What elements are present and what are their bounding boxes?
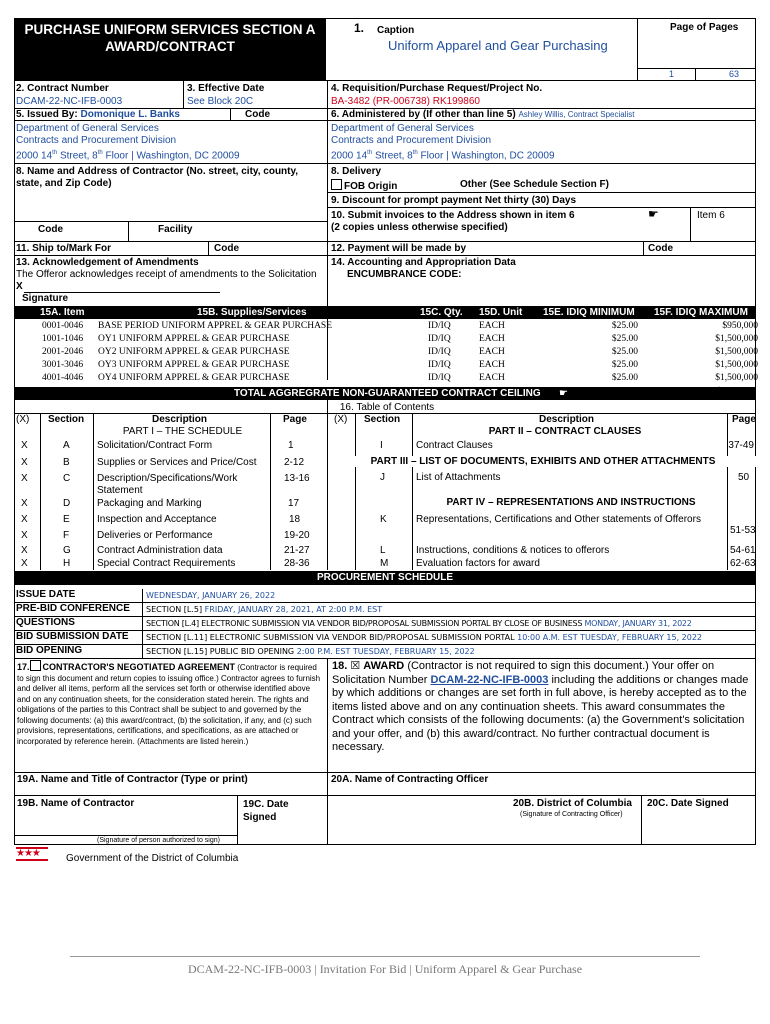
- footer-text: DCAM-22-NC-IFB-0003 | Invitation For Bid | Uniform Apparel & Gear Purchase: [187, 962, 583, 976]
- schedule-label: PRE-BID CONFERENCE: [16, 603, 130, 614]
- toc-sec-j: J: [380, 472, 385, 483]
- schedule-label: QUESTIONS: [16, 617, 75, 628]
- requisition-number: BA-3482 (PR-006738) RK199860: [331, 96, 480, 107]
- award-checkbox-checked[interactable]: ☒: [350, 660, 361, 672]
- total-ceiling-label: TOTAL AGGREGRATE NON-GUARANTEED CONTRACT CEILING: [234, 388, 541, 399]
- toc-sec-m: M: [380, 558, 389, 569]
- admin-dept: Department of General Services: [331, 123, 474, 134]
- issuer-address: [16, 123, 240, 162]
- fob-origin-checkbox[interactable]: [331, 179, 342, 190]
- procurement-schedule-title: [14, 571, 756, 585]
- toc-left-page-header: Page: [283, 414, 307, 425]
- item-row: 1001-1046 OY1 UNIFORM APPREL & GEAR PURCHASE ID/IQ EACH $25.00 $1,500,000: [42, 334, 758, 344]
- item-row: 2001-2046 OY2 UNIFORM APPREL & GEAR PURCHASE ID/IQ EACH $25.00 $1,500,000: [42, 347, 758, 357]
- issuer-dept: Department of General Services: [16, 123, 159, 134]
- item-row: 0001-0046 BASE PERIOD UNIFORM APPREL & GEAR PURCHASE ID/IQ EACH $25.00 $950,000: [42, 321, 758, 331]
- contractor-date-signed-label: 19C. Date Signed: [243, 799, 289, 823]
- procurement-schedule-text: PROCUREMENT SCHEDULE: [316, 572, 454, 583]
- caption-value: Uniform Apparel and Gear Purchasing: [388, 38, 608, 53]
- admin-street: 2000 14th Street, 8th Floor | Washington, DC 20009: [331, 150, 555, 162]
- delivery-other: Other (See Schedule Section F): [460, 179, 609, 190]
- col-max: 15F. IDIQ MAXIMUM: [654, 307, 748, 318]
- dc-flag-stars: ★★★: [16, 848, 40, 859]
- toc-right-desc-header: Description: [539, 414, 595, 425]
- accounting-label: 14. Accounting and Appropriation Data: [331, 257, 516, 268]
- payment-code-label: Code: [648, 243, 673, 254]
- schedule-entry: SECTION [L.15] PUBLIC BID OPENING 2:00 P.M. EST TUESDAY, FEBRUARY 15, 2022: [146, 647, 475, 656]
- contracting-officer-signature-caption: (Signature of Contracting Officer): [520, 811, 623, 818]
- amendments-text: The Offeror acknowledges receipt of amendments to the Solicitation: [16, 269, 317, 280]
- award-solicitation-number: DCAM-22-NC-IFB-0003: [430, 673, 549, 686]
- toc-desc-k: Representations, Certifications and Other statements of Offerors: [416, 514, 701, 525]
- toc-right-section-header: Section: [364, 414, 401, 425]
- contractor-code-label: Code: [38, 224, 63, 235]
- schedule-date: WEDNESDAY, JANUARY 26, 2022: [146, 591, 276, 600]
- dc-flag-icon: [16, 847, 48, 861]
- discount-terms: 9. Discount for prompt payment Net thirty (30) Days: [331, 195, 577, 206]
- negotiated-agreement-checkbox[interactable]: [30, 660, 41, 671]
- item-row: 4001-4046 OY4 UNIFORM APPREL & GEAR PURCHASE ID/IQ EACH $25.00 $1,500,000: [42, 373, 758, 383]
- toc-left-section-header: Section: [48, 414, 85, 425]
- total-hand-icon: ☛: [559, 388, 568, 399]
- administered-by-label: 6. Administered by (If other than line 5): [331, 109, 516, 120]
- toc-sec-i: I: [380, 440, 383, 451]
- item-row: 3001-3046 OY3 UNIFORM APPREL & GEAR PURCHASE ID/IQ EACH $25.00 $1,500,000: [42, 360, 758, 370]
- requisition-label: 4. Requisition/Purchase Request/Project No.: [331, 83, 543, 94]
- col-supplies: 15B. Supplies/Services: [197, 307, 307, 318]
- schedule-label: BID SUBMISSION DATE: [16, 631, 129, 642]
- page-total: 63: [729, 69, 740, 79]
- schedule-entry: SECTION [L.4] ELECTRONIC SUBMISSION VIA VENDOR BID/PROPOSAL SUBMISSION PORTAL BY CLOSE OF BUSINESS MONDAY, JANUARY 31, 2022: [146, 619, 692, 628]
- amendments-signature-label: Signature: [22, 293, 69, 304]
- toc-right-x-header: (X): [334, 414, 348, 425]
- invoice-item-ref: Item 6: [697, 210, 725, 221]
- admin-division: Contracts and Procurement Division: [331, 135, 492, 146]
- delivery-label: 8. Delivery: [331, 166, 382, 177]
- toc-title: 16. Table of Contents: [339, 402, 435, 413]
- award-text-a: (Contractor is not required to sign this document.) Your offer on Solicitation Number: [332, 660, 715, 686]
- toc-desc-i: Contract Clauses: [416, 440, 493, 451]
- issued-by: [16, 109, 180, 120]
- contractor-address-label: 8. Name and Address of Contractor (No. street, city, county, state, and Zip Code): [16, 166, 299, 189]
- toc-desc-l: Instructions, conditions & notices to offerors: [416, 545, 610, 556]
- toc-sec-k: K: [380, 514, 387, 525]
- toc-part2: PART II – CONTRACT CLAUSES: [488, 426, 642, 437]
- award-block: [332, 660, 752, 755]
- items-header: [14, 306, 756, 319]
- effective-date-label: 3. Effective Date: [187, 83, 265, 94]
- amendments-label: 13. Acknowledgement of Amendments: [16, 257, 199, 268]
- items-body: [14, 320, 756, 386]
- form-title: [14, 18, 326, 80]
- issuer-division: Contracts and Procurement Division: [16, 135, 177, 146]
- award-number: 18.: [332, 660, 348, 672]
- district-label: 20B. District of Columbia: [513, 798, 632, 809]
- ship-to-label: 11. Ship to/Mark For: [16, 243, 112, 254]
- toc-page-j: 50: [738, 472, 750, 483]
- toc-part1: PART I – THE SCHEDULE: [122, 426, 243, 437]
- form-title-text: PURCHASE UNIFORM SERVICES SECTION A AWARD/CONTRACT: [24, 22, 316, 54]
- contracting-officer-label: 20A. Name of Contracting Officer: [331, 774, 489, 785]
- schedule-entry: SECTION [L.11] ELECTRONIC SUBMISSION VIA VENDOR BID/PROPOSAL SUBMISSION PORTAL 10:00 A.M. EST TUESDAY, FEBRUARY 15, 2022: [146, 633, 703, 642]
- toc-page-k: 51-53: [730, 525, 756, 536]
- toc-part4: PART IV – REPRESENTATIONS AND INSTRUCTIONS: [446, 497, 696, 508]
- contractor-name-title-label: 19A. Name and Title of Contractor (Type or print): [17, 774, 248, 785]
- total-ceiling-value: $950,000: [716, 386, 754, 397]
- government-name: Government of the District of Columbia: [66, 853, 239, 864]
- toc-page-i: 37-49: [728, 440, 754, 451]
- col-qty: 15C. Qty.: [420, 307, 463, 318]
- amendments-x: X: [16, 281, 23, 292]
- encumbrance-code: ENCUMBRANCE CODE:: [347, 269, 462, 280]
- page-number: 1: [669, 69, 675, 79]
- negotiated-agreement-number: 17.: [17, 662, 30, 672]
- page-count-row: [637, 68, 756, 80]
- toc-left-rows: X A Solicitation/Contract Form 1 X B Supplies or Services and Price/Cost 2-12 X C Description/Specifications/Work Statement 13-16 X D Packaging and Marking 17 X E Inspection and Acceptance 18 X F Deliveries or Performance 19-20 X G Contract Administration data 21-27 X H Special Contract Requirements 28-36: [21, 440, 310, 569]
- negotiated-agreement-text: (Contractor is required to sign this document and return copies to issuing office.) Contractor agrees to furnish and deliver all items, perform all the services set forth or otherwise identified above and on any continuation sheets, for the consideration stated herein. The rights and obligations of the parties to this Contract shall be subject to and governed by the following documents: (a) this award/contract, (b) the solicitation, if any, and (c) such provisions, representations, certifications, and specifications, as are attached or incorporated by reference herein. (Attachments are listed herein.): [17, 663, 321, 746]
- page-of-pages-label: Page of Pages: [670, 22, 739, 33]
- contractor-facility-label: Facility: [158, 224, 193, 235]
- payment-by-label: 12. Payment will be made by: [331, 243, 467, 254]
- award-text-b: including the additions or changes made by which additions or changes are set forth in full above, is hereby accepted as to the items listed above and on any continuation sheets. This award consummates the Contract which consists of the following documents: (a) the Government's solicitation and your offer, and (b) this award/contract. No further contractual document is necessary.: [332, 673, 749, 753]
- col-item: 15A. Item: [40, 307, 85, 318]
- toc-desc-j: List of Attachments: [416, 472, 501, 483]
- schedule-label: BID OPENING: [16, 645, 83, 656]
- issued-by-code-label: Code: [245, 109, 270, 120]
- contract-number: DCAM-22-NC-IFB-0003: [16, 96, 123, 107]
- officer-date-signed-label: 20C. Date Signed: [647, 798, 729, 809]
- col-unit: 15D. Unit: [479, 307, 523, 318]
- fob-origin[interactable]: [331, 179, 397, 192]
- schedule-rows: [14, 589, 756, 659]
- contract-number-label: 2. Contract Number: [16, 83, 109, 94]
- invoice-label: 10. Submit invoices to the Address shown in item 6: [331, 210, 575, 221]
- admin-address: [331, 123, 555, 162]
- toc-right-page-header: Page: [732, 414, 756, 425]
- schedule-label: ISSUE DATE: [16, 589, 76, 600]
- toc-left-desc-header: Description: [152, 414, 208, 425]
- contractor-name-label: 19B. Name of Contractor: [17, 798, 135, 809]
- pointing-hand-icon: ☛: [648, 207, 659, 221]
- caption-block: [326, 18, 637, 80]
- fob-origin-label: FOB Origin: [344, 181, 398, 192]
- caption-label: Caption: [377, 25, 415, 36]
- toc-page-l: 54-61: [730, 545, 756, 556]
- issued-by-label: 5. Issued By:: [16, 109, 78, 120]
- toc-left-x-header: (X): [16, 414, 30, 425]
- invoice-instructions: [331, 210, 575, 234]
- issuer-street: 2000 14th Street, 8th Floor | Washington, DC 20009: [16, 150, 240, 162]
- administered-by: [331, 109, 634, 120]
- toc-page-m: 62-63: [730, 558, 756, 569]
- toc-desc-m: Evaluation factors for award: [416, 558, 540, 569]
- contractor-signature-caption: (Signature of person authorized to sign): [97, 837, 220, 844]
- caption-number: 1.: [354, 21, 365, 35]
- toc-sec-l: L: [380, 545, 386, 556]
- ship-to-code-label: Code: [214, 243, 239, 254]
- toc-part3: PART III – LIST OF DOCUMENTS, EXHIBITS AND OTHER ATTACHMENTS: [330, 456, 756, 467]
- administrator-name: Ashley Willis, Contract Specialist: [518, 110, 635, 119]
- invoice-copies: (2 copies unless otherwise specified): [331, 222, 508, 233]
- negotiated-agreement: [17, 660, 322, 747]
- negotiated-agreement-title: CONTRACTOR'S NEGOTIATED AGREEMENT: [42, 662, 235, 672]
- issuer-name: Domonique L. Banks: [80, 109, 180, 120]
- effective-date: See Block 20C: [187, 96, 254, 107]
- award-title: AWARD: [363, 660, 405, 672]
- schedule-entry: SECTION [L.5] FRIDAY, JANUARY 28, 2021, AT 2:00 P.M. EST: [146, 605, 383, 614]
- col-min: 15E. IDIQ MINIMUM: [543, 307, 635, 318]
